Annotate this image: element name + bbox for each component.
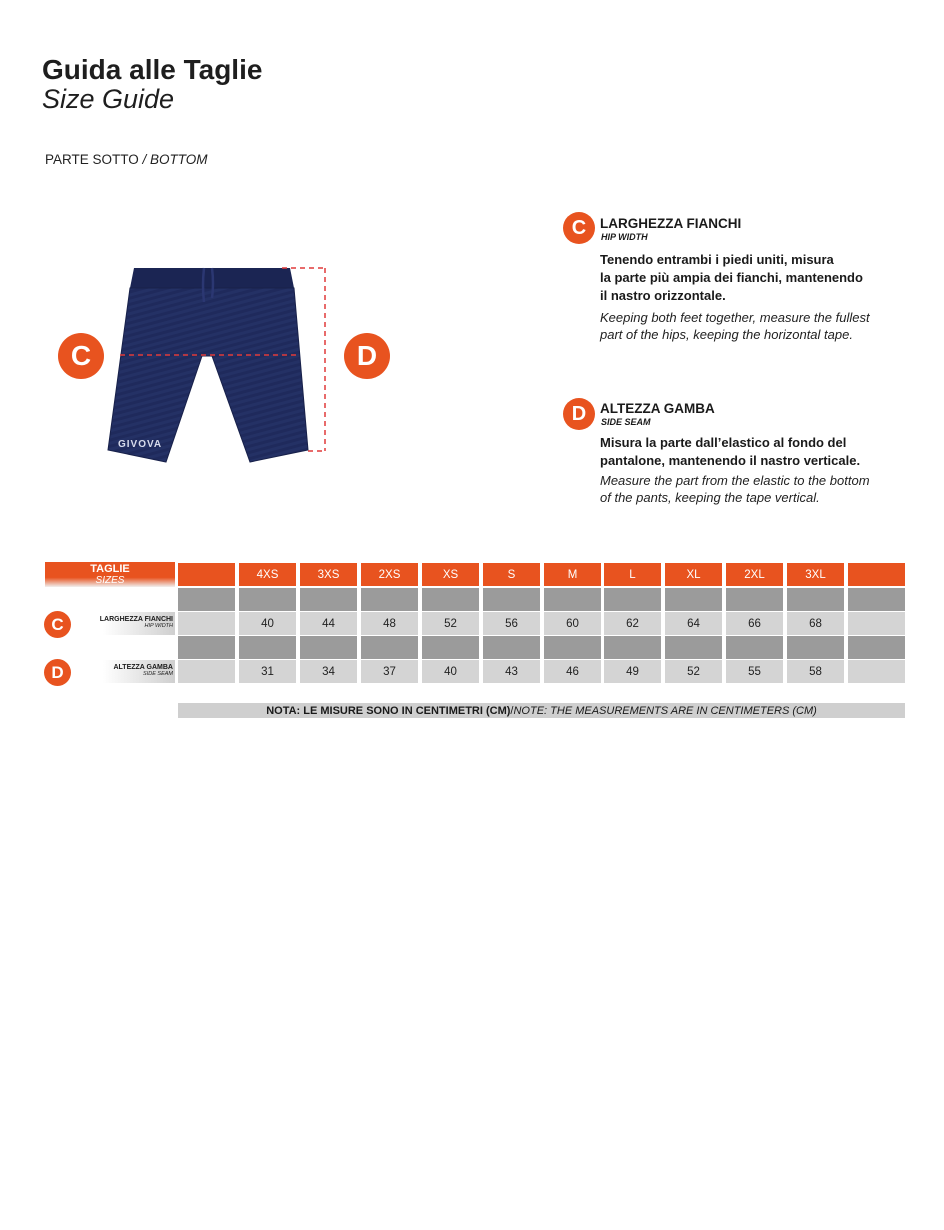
side-seam-value: 52 bbox=[665, 660, 722, 683]
hip-width-value: 40 bbox=[239, 612, 296, 635]
table-cell-blank bbox=[483, 636, 540, 659]
table-cell-blank bbox=[422, 588, 479, 611]
sizes-header bbox=[45, 562, 175, 587]
table-cell-blank bbox=[665, 588, 722, 611]
note-en: NOTE: THE MEASUREMENTS ARE IN CENTIMETERS (CM) bbox=[513, 704, 817, 717]
hip-width-value: 44 bbox=[300, 612, 357, 635]
table-cell-blank bbox=[604, 636, 661, 659]
table-cell-blank bbox=[848, 563, 905, 586]
side-seam-value: 40 bbox=[422, 660, 479, 683]
measure-c-text-it: Tenendo entrambi i piedi uniti, misura la parte più ampia dei fianchi, mantenendo il nastro orizzontale. bbox=[600, 252, 863, 303]
shorts-illustration bbox=[100, 258, 335, 470]
size-header-cell: 3XL bbox=[787, 563, 844, 586]
measure-d-text-it: Misura la parte dall’elastico al fondo del pantalone, mantenendo il nastro verticale. bbox=[600, 435, 861, 468]
table-cell-blank bbox=[361, 588, 418, 611]
table-cell-blank bbox=[300, 588, 357, 611]
sizes-header-it: TAGLIE bbox=[90, 563, 130, 575]
hip-width-value: 60 bbox=[544, 612, 601, 635]
table-cell-blank bbox=[178, 660, 235, 683]
table-row-c-label: LARGHEZZA FIANCHI HIP WIDTH bbox=[72, 612, 175, 635]
table-cell-blank bbox=[544, 588, 601, 611]
note-it: NOTA: LE MISURE SONO IN CENTIMETRI (CM) bbox=[266, 704, 511, 717]
size-header-cell: 4XS bbox=[239, 563, 296, 586]
table-cell-blank bbox=[178, 563, 235, 586]
table-cell-blank bbox=[848, 636, 905, 659]
measurement-note bbox=[178, 703, 905, 718]
size-header-cell: L bbox=[604, 563, 661, 586]
size-header-cell: XS bbox=[422, 563, 479, 586]
size-header-cell: 2XS bbox=[361, 563, 418, 586]
table-cell-blank bbox=[848, 612, 905, 635]
side-seam-value: 43 bbox=[483, 660, 540, 683]
table-cell-blank bbox=[361, 636, 418, 659]
size-header-cell: 2XL bbox=[726, 563, 783, 586]
hip-marker-badge: C bbox=[58, 333, 104, 379]
measure-d-title: ALTEZZA GAMBA bbox=[600, 401, 715, 416]
table-cell-blank bbox=[544, 636, 601, 659]
brand-logo-text: GIVOVA bbox=[118, 439, 163, 450]
measure-c-badge: C bbox=[563, 212, 595, 244]
side-seam-marker-badge: D bbox=[344, 333, 390, 379]
size-header-cell: S bbox=[483, 563, 540, 586]
hip-width-value: 68 bbox=[787, 612, 844, 635]
section-label-en: BOTTOM bbox=[150, 152, 208, 167]
shorts-body bbox=[108, 288, 308, 462]
side-seam-value: 37 bbox=[361, 660, 418, 683]
table-cell-blank bbox=[178, 612, 235, 635]
size-header-cell: 3XS bbox=[300, 563, 357, 586]
side-seam-value: 34 bbox=[300, 660, 357, 683]
measure-d-subtitle: SIDE SEAM bbox=[601, 417, 651, 427]
table-cell-blank bbox=[178, 588, 235, 611]
table-row-d-label: ALTEZZA GAMBA SIDE SEAM bbox=[72, 660, 175, 683]
section-label bbox=[45, 152, 208, 167]
side-seam-value: 55 bbox=[726, 660, 783, 683]
table-cell-blank bbox=[726, 636, 783, 659]
table-cell-blank bbox=[848, 660, 905, 683]
table-cell-blank bbox=[726, 588, 783, 611]
hip-width-value: 48 bbox=[361, 612, 418, 635]
measure-c-title: LARGHEZZA FIANCHI bbox=[600, 216, 742, 231]
table-cell-blank bbox=[787, 588, 844, 611]
hip-width-value: 66 bbox=[726, 612, 783, 635]
hip-width-value: 52 bbox=[422, 612, 479, 635]
measure-d-text-en: Measure the part from the elastic to the bottom of the pants, keeping the tape vertical. bbox=[600, 473, 870, 505]
table-cell-blank bbox=[239, 636, 296, 659]
measure-d-badge: D bbox=[563, 398, 595, 430]
size-header-cell: M bbox=[544, 563, 601, 586]
table-cell-blank bbox=[239, 588, 296, 611]
table-cell-blank bbox=[665, 636, 722, 659]
table-cell-blank bbox=[422, 636, 479, 659]
hip-width-value: 56 bbox=[483, 612, 540, 635]
page-subtitle: Size Guide bbox=[42, 84, 175, 114]
side-seam-value: 58 bbox=[787, 660, 844, 683]
hip-width-value: 64 bbox=[665, 612, 722, 635]
side-seam-value: 46 bbox=[544, 660, 601, 683]
table-cell-blank bbox=[848, 588, 905, 611]
table-cell-blank bbox=[787, 636, 844, 659]
table-cell-blank bbox=[300, 636, 357, 659]
side-seam-value: 31 bbox=[239, 660, 296, 683]
section-label-it: PARTE SOTTO bbox=[45, 152, 139, 167]
side-seam-value: 49 bbox=[604, 660, 661, 683]
table-cell-blank bbox=[483, 588, 540, 611]
table-row-c-badge: C bbox=[44, 611, 71, 638]
table-cell-blank bbox=[178, 636, 235, 659]
section-label-sep: / bbox=[138, 152, 151, 167]
page-title: Guida alle Taglie bbox=[42, 54, 263, 85]
table-cell-blank bbox=[604, 588, 661, 611]
note-sep: / bbox=[510, 704, 514, 717]
sizes-header-en: SIZES bbox=[95, 575, 125, 586]
measure-c-text-en: Keeping both feet together, measure the fullest part of the hips, keeping the horizontal tape. bbox=[600, 310, 870, 342]
measure-c-subtitle: HIP WIDTH bbox=[601, 232, 648, 242]
table-row-d-badge: D bbox=[44, 659, 71, 686]
size-header-cell: XL bbox=[665, 563, 722, 586]
hip-width-value: 62 bbox=[604, 612, 661, 635]
